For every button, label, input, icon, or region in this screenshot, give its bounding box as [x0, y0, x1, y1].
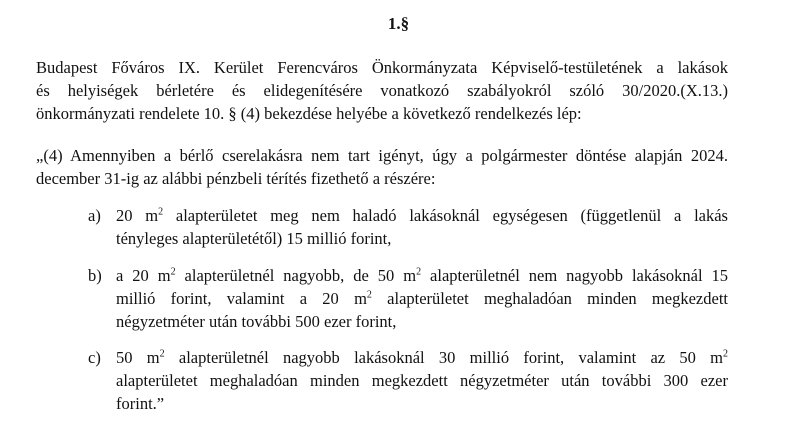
- section-title: 1.§: [387, 14, 410, 33]
- text-run: a 20 m: [116, 266, 171, 285]
- provision-paragraph: [36, 144, 728, 190]
- list-marker: a): [88, 206, 101, 225]
- list-item-b: [88, 264, 728, 333]
- list-item-line: [116, 227, 728, 250]
- list-item-line: [116, 310, 728, 333]
- superscript: 2: [366, 289, 372, 301]
- provision-line: december 31-ig az alábbi pénzbeli térítés fizethető a részére:: [36, 169, 436, 188]
- list-item-text: [116, 264, 728, 333]
- provision-line: „(4) Amennyiben a bérlő cserelakásra nem tart igényt, úgy a polgármester döntése alapján 2024.: [36, 146, 728, 165]
- text-run: tényleges alapterületétől) 15 millió forint,: [116, 229, 392, 248]
- intro-line: és helyiségek bérletére és elidegenítésére vonatkozó szabályokról szóló 30/2020.(X.13.): [36, 81, 728, 100]
- list-item-text: [116, 204, 728, 250]
- list-marker: b): [88, 266, 102, 285]
- text-run: alapterületet meg nem haladó lakásoknál egységesen (függetlenül a lakás: [163, 206, 728, 225]
- text-run: alapterületnél nagyobb, de 50 m: [175, 266, 417, 285]
- text-run: 50 m: [116, 348, 160, 367]
- superscript: 2: [159, 348, 165, 360]
- text-run: 20 m: [116, 206, 159, 225]
- superscript: 2: [170, 266, 176, 278]
- list-item-a: [88, 204, 728, 250]
- intro-line: Budapest Főváros IX. Kerület Ferencváros Önkormányzata Képviselő-testületének a lakások: [36, 58, 728, 77]
- superscript: 2: [723, 348, 728, 360]
- list-item-text: [116, 346, 728, 415]
- text-run: alapterületet meghaladóan minden megkezdett: [371, 289, 728, 308]
- text-run: alapterületet meghaladóan minden megkezdett négyzetméter után további 300 ezer: [116, 371, 728, 390]
- list-item-line: [116, 264, 728, 287]
- superscript: 2: [416, 266, 422, 278]
- list-item-c: [88, 346, 728, 415]
- text-run: alapterületnél nagyobb lakásoknál 30 millió forint, valamint az 50 m: [164, 348, 723, 367]
- text-run: millió forint, valamint a 20 m: [116, 289, 367, 308]
- list-item-line: [116, 392, 728, 415]
- text-run: négyzetméter után további 500 ezer forint,: [116, 312, 397, 331]
- intro-paragraph: [36, 56, 728, 125]
- list-item-line: [116, 369, 728, 392]
- intro-line: önkormányzati rendelete 10. § (4) bekezdése helyébe a következő rendelkezés lép:: [36, 104, 582, 123]
- list-item-line: [116, 287, 728, 310]
- list-item-line: [116, 204, 728, 227]
- superscript: 2: [158, 206, 164, 218]
- text-run: alapterületnél nem nagyobb lakásoknál 15: [421, 266, 728, 285]
- text-run: forint.”: [116, 394, 165, 413]
- list-item-line: [116, 346, 728, 369]
- list-marker: c): [88, 348, 101, 367]
